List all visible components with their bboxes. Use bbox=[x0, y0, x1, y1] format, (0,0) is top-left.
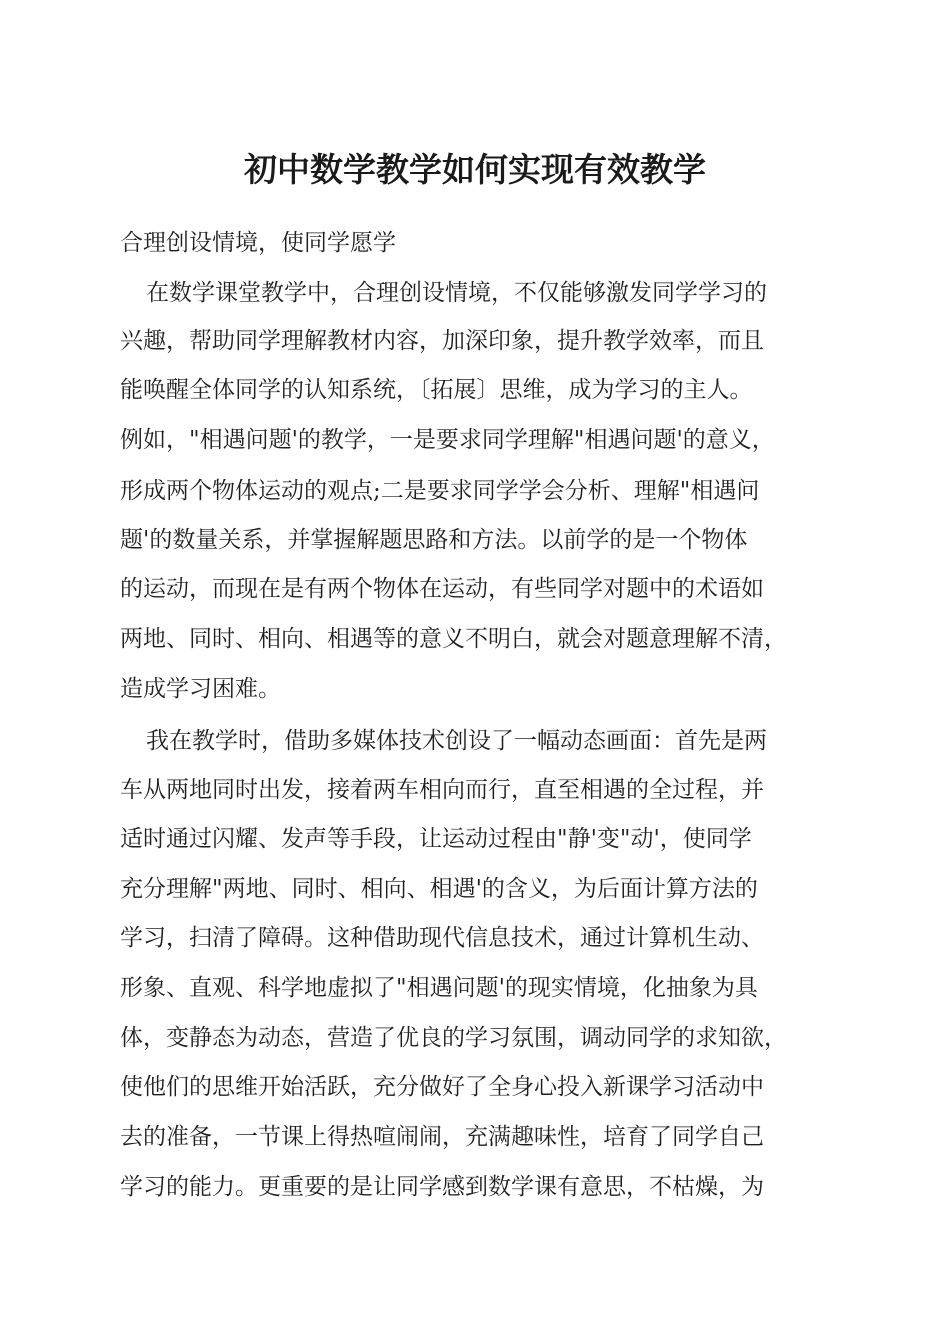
paragraph-line: 我在教学时，借助多媒体技术创设了一幅动态画面：首先是两 bbox=[146, 728, 767, 754]
paragraph-line: 的运动，而现在是有两个物体在运动，有些同学对题中的术语如 bbox=[120, 576, 764, 602]
paragraph-line: 例如，"相遇问题'的教学，一是要求同学理解"相遇问题'的意义， bbox=[120, 427, 775, 453]
document-title: 初中数学教学如何实现有效教学 bbox=[244, 150, 706, 189]
paragraph-line: 学习，扫清了障碍。这种借助现代信息技术，通过计算机生动、 bbox=[120, 925, 764, 951]
paragraph-line: 去的准备，一节课上得热喧闹闹，充满趣味性，培育了同学自己 bbox=[120, 1124, 764, 1150]
paragraph-line: 充分理解"两地、同时、相向、相遇'的含义，为后面计算方法的 bbox=[120, 876, 758, 902]
paragraph-line: 车从两地同时出发，接着两车相向而行，直至相遇的全过程，并 bbox=[120, 777, 764, 803]
paragraph-line: 形成两个物体运动的观点;二是要求同学学会分析、理解"相遇问 bbox=[120, 478, 760, 504]
paragraph-line: 兴趣，帮助同学理解教材内容，加深印象，提升教学效率，而且 bbox=[120, 328, 764, 354]
paragraph-line: 使他们的思维开始活跃，充分做好了全身心投入新课学习活动中 bbox=[120, 1074, 764, 1100]
paragraph-line: 适时通过闪耀、发声等手段，让运动过程由"静'变"动'，使同学 bbox=[120, 826, 752, 852]
paragraph-line: 题'的数量关系，并掌握解题思路和方法。以前学的是一个物体 bbox=[120, 527, 748, 553]
paragraph-line: 能唤醒全体同学的认知系统，〔拓展〕思维，成为学习的主人。 bbox=[120, 377, 753, 403]
paragraph-line: 体，变静态为动态，营造了优良的学习氛围，调动同学的求知欲， bbox=[120, 1025, 787, 1051]
paragraph-line: 造成学习困难。 bbox=[120, 676, 281, 702]
paragraph-line: 在数学课堂教学中，合理创设情境，不仅能够激发同学学习的 bbox=[146, 280, 767, 306]
paragraph-line: 两地、同时、相向、相遇等的意义不明白，就会对题意理解不清， bbox=[120, 626, 787, 652]
section-heading: 合理创设情境，使同学愿学 bbox=[120, 230, 396, 256]
paragraph-line: 学习的能力。更重要的是让同学感到数学课有意思，不枯燥，为 bbox=[120, 1174, 764, 1200]
paragraph-line: 形象、直观、科学地虚拟了"相遇问题'的现实情境，化抽象为具 bbox=[120, 975, 758, 1001]
